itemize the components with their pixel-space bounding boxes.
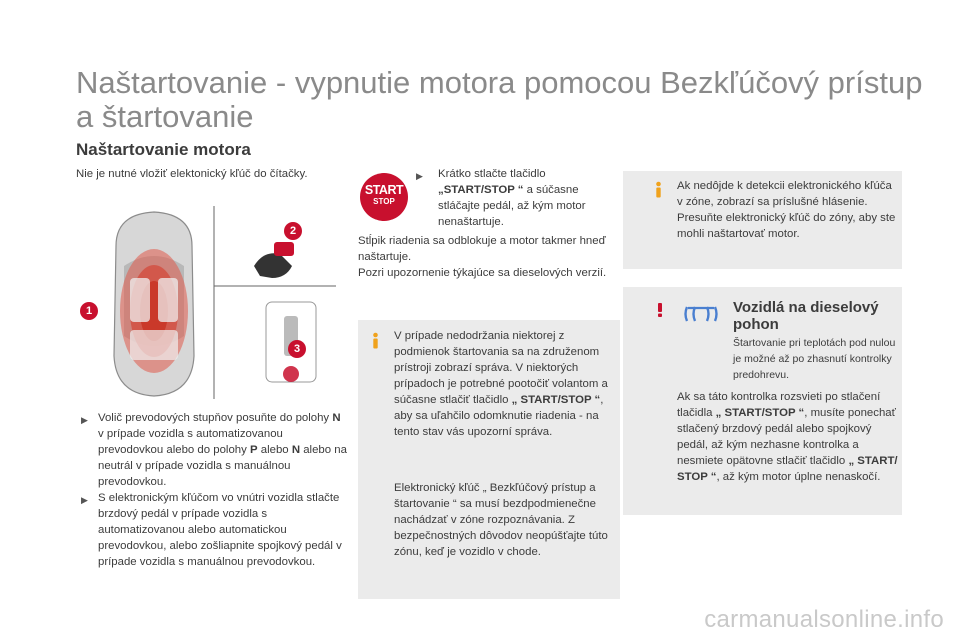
watermark: carmanualsonline.info: [704, 606, 944, 633]
diesel-title: Vozidlá na dieselový pohon: [733, 299, 879, 333]
info-text: Ak nedôjde k detekcii elektronického kľúča v zóne, zobrazí sa príslušné hlásenie. Presuňte elektronický kľúč do zóny, aby ste mohli naštartovať motor.: [677, 180, 896, 240]
callout-2: 2: [284, 222, 302, 240]
bullet-marker-icon: ▶: [81, 415, 88, 425]
list-item: ▶ Volič prevodových stupňov posuňte do polohy N v prípade vozidla s automatizovanou prevodovkou alebo do polohy P alebo N alebo na neutrál v prípade vozidla s manuálnou prevodovkou.: [81, 412, 347, 488]
car-top-view: [114, 212, 194, 396]
info-text: V prípade nedodržania niektorej z podmienok štartovania sa na združenom prístroji zobrazí správa. V niektorých prípadoch je potrebné pootočiť volantom a súčasne stlačiť tlačidlo „ START/STOP “, aby sa uľahčilo odomknutie riadenia - na tento stav vás upozorní správa.: [394, 330, 608, 438]
bullet-marker-icon: ▶: [81, 495, 88, 505]
info-text-key-zone: Elektronický kľúč „ Bezkľúčový prístup a štartovanie “ sa musí bezdpodmienečne nachádzať v zóne rozpoznávania. Z bezpečnostných dôvodov neopúšťajte túto zónu, keď je vozidlo v chode.: [394, 482, 608, 558]
instruction-list: [78, 410, 348, 570]
hand-pressing-button: [254, 242, 294, 278]
glow-plug-icon: [683, 305, 719, 323]
diesel-text: Ak sa táto kontrolka rozsvieti po stlačení tlačidla „ START/STOP “, musíte ponechať stlačený brzdový pedál alebo spojkový pedál, až kým nezhasne kontrolka a nesmiete opätovne stlačiť tlačidlo „ START/ STOP “, až kým motor úplne nenaskočí.: [677, 391, 898, 483]
info-icon: [651, 181, 666, 198]
car-illustration: [85, 206, 336, 399]
diesel-warning-box: [623, 287, 902, 515]
section-title: Naštartovanie motora: [76, 140, 251, 159]
page-title: Naštartovanie - vypnutie motora pomocou Bezkľúčový prístup a štartovanie: [76, 65, 923, 134]
info-box-detection: [623, 171, 902, 269]
info-box-conditions: [358, 320, 620, 599]
start-step: ▶ Krátko stlačte tlačidlo „START/STOP “ a súčasne stláčajte pedál, až kým motor nenaštartuje.: [416, 168, 586, 228]
bullet-marker-icon: ▶: [416, 171, 423, 181]
steering-unlock-text: Stĺpik riadenia sa odblokuje a motor takmer hneď naštartuje. Pozri upozornenie týkajúce sa dieselových verzií.: [358, 235, 607, 279]
list-item: ▶ S elektronickým kľúčom vo vnútri vozidla stlačte brzdový pedál v prípade vozidla s automatizovanou alebo automatickou prevodovkou, alebo zošliapnite spojkový pedál v prípade vozidla s manuálnou prevodovkou.: [81, 492, 342, 568]
intro-text: Nie je nutné vložiť elektonický kľúč do čítačky.: [76, 168, 308, 180]
warning-icon: [653, 303, 667, 317]
start-stop-button-icon: START STOP: [360, 173, 408, 221]
info-icon: [368, 332, 383, 349]
diesel-subtitle: Štartovanie pri teplotách pod nulou je možné až po zhasnutí kontrolky predohrevu.: [733, 337, 896, 381]
callout-3: 3: [288, 340, 306, 358]
callout-1: 1: [80, 302, 98, 320]
